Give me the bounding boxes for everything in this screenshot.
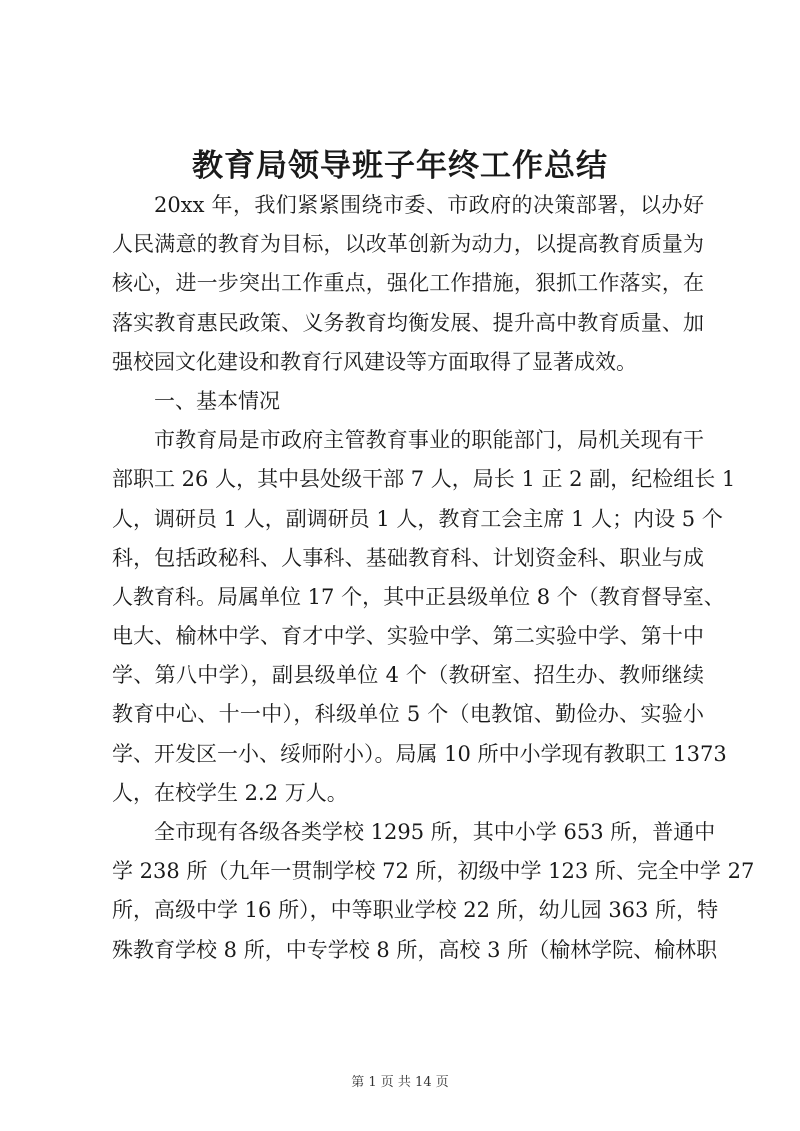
paragraph-school-stats <box>112 813 755 970</box>
page-number: 第 1 页 共 14 页 <box>351 1075 449 1090</box>
text-line: 学、第八中学），副县级单位 4 个（教研室、招生办、教师继续 <box>112 663 704 688</box>
text-line: 人，调研员 1 人，副调研员 1 人，教育工会主席 1 人；内设 5 个 <box>112 506 723 531</box>
section-heading: 一、基本情况 <box>154 388 280 413</box>
text-line: 核心，进一步突出工作重点，强化工作措施，狠抓工作落实，在 <box>112 271 704 296</box>
text-line: 20xx 年，我们紧紧围绕市委、市政府的决策部署，以办好 <box>154 193 704 217</box>
text-line: 人民满意的教育为目标，以改革创新为动力，以提高教育质量为 <box>112 232 704 257</box>
text-line: 市教育局是市政府主管教育事业的职能部门，局机关现有干 <box>154 428 704 453</box>
document-title: 教育局领导班子年终工作总结 <box>192 148 608 184</box>
document-body <box>112 186 755 970</box>
text-line: 学 238 所（九年一贯制学校 72 所，初级中学 123 所、完全中学 27 <box>112 859 755 884</box>
text-line: 教育中心、十一中），科级单位 5 个（电教馆、勤俭办、实验小 <box>112 702 704 727</box>
text-line: 强校园文化建设和教育行风建设等方面取得了显著成效。 <box>112 349 637 374</box>
text-line: 落实教育惠民政策、义务教育均衡发展、提升高中教育质量、加 <box>112 310 704 335</box>
text-line: 人，在校学生 2.2 万人。 <box>112 780 348 805</box>
text-line: 学、开发区一小、绥师附小）。局属 10 所中小学现有教职工 1373 <box>112 741 727 766</box>
text-line: 殊教育学校 8 所，中专学校 8 所，高校 3 所（榆林学院、榆林职 <box>112 937 718 962</box>
text-line: 所，高级中学 16 所），中等职业学校 22 所，幼儿园 363 所，特 <box>112 898 719 923</box>
text-line: 部职工 26 人，其中县处级干部 7 人，局长 1 正 2 副，纪检组长 1 <box>112 467 736 492</box>
paragraph-basic-info <box>112 421 736 813</box>
text-line: 电大、榆林中学、育才中学、实验中学、第二实验中学、第十中 <box>112 624 704 649</box>
paragraph-intro <box>112 186 704 382</box>
text-line: 科，包括政秘科、人事科、基础教育科、计划资金科、职业与成 <box>112 545 704 570</box>
text-line: 全市现有各级各类学校 1295 所，其中小学 653 所，普通中 <box>154 820 716 844</box>
text-line: 人教育科。局属单位 17 个，其中正县级单位 8 个（教育督导室、 <box>112 584 725 609</box>
